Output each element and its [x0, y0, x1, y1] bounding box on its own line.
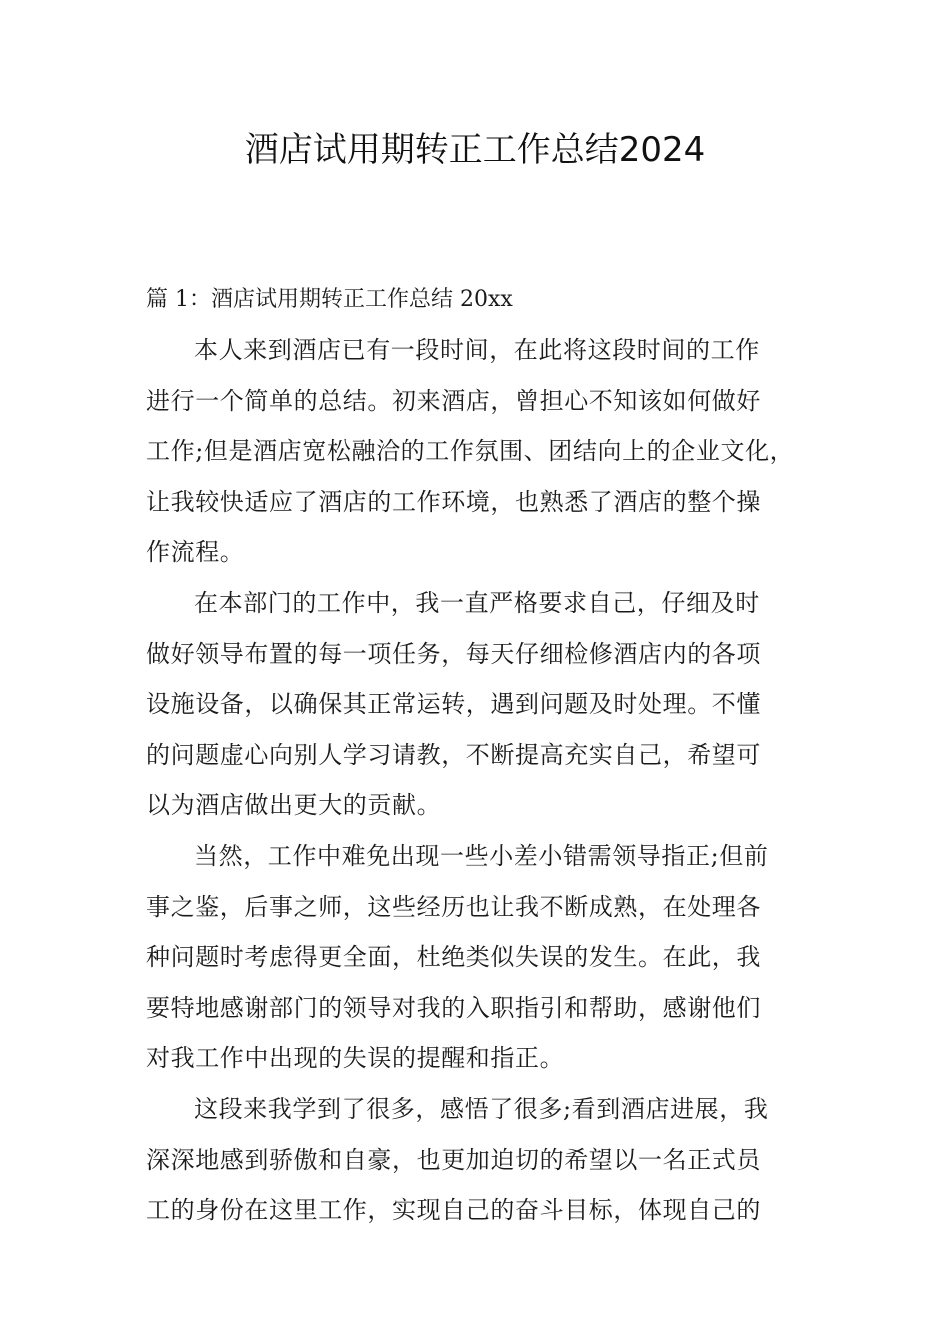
text-line: 深深地感到骄傲和自豪，也更加迫切的希望以一名正式员: [146, 1145, 761, 1174]
text-line: 在本部门的工作中，我一直严格要求自己，仔细及时: [194, 588, 760, 617]
paragraph-1: [146, 325, 814, 578]
text-line: 要特地感谢部门的领导对我的入职指引和帮助，感谢他们: [146, 993, 761, 1022]
text-line: 事之鉴，后事之师，这些经历也让我不断成熟，在处理各: [146, 892, 761, 921]
text-line: 作流程。: [146, 538, 245, 567]
text-line: 的问题虚心向别人学习请教，不断提高充实自己，希望可: [146, 740, 761, 769]
text-line: 以为酒店做出更大的贡献。: [146, 791, 442, 820]
paragraph-3: [146, 831, 814, 1084]
text-line: 让我较快适应了酒店的工作环境，也熟悉了酒店的整个操: [146, 487, 761, 516]
paragraph-4: [146, 1084, 814, 1236]
text-line: 进行一个简单的总结。初来酒店，曾担心不知该如何做好: [146, 386, 761, 415]
document-title: 酒店试用期转正工作总结2024: [244, 130, 706, 170]
document-body: [146, 325, 814, 1236]
text-line: 工作;但是酒店宽松融洽的工作氛围、团结向上的企业文化，: [146, 437, 795, 466]
text-line: 这段来我学到了很多，感悟了很多;看到酒店进展，我: [194, 1094, 769, 1123]
paragraph-2: [146, 578, 814, 831]
text-line: 种问题时考虑得更全面，杜绝类似失误的发生。在此，我: [146, 943, 761, 972]
text-line: 工的身份在这里工作，实现自己的奋斗目标，体现自己的: [146, 1196, 761, 1225]
text-line: 本人来到酒店已有一段时间，在此将这段时间的工作: [194, 336, 760, 364]
section-heading: 篇 1：酒店试用期转正工作总结 20xx: [146, 287, 513, 312]
text-line: 当然，工作中难免出现一些小差小错需领导指正;但前: [194, 841, 769, 870]
text-line: 设施设备，以确保其正常运转，遇到问题及时处理。不懂: [146, 690, 761, 719]
text-line: 做好领导布置的每一项任务，每天仔细检修酒店内的各项: [146, 639, 761, 668]
text-line: 对我工作中出现的失误的提醒和指正。: [146, 1044, 565, 1073]
